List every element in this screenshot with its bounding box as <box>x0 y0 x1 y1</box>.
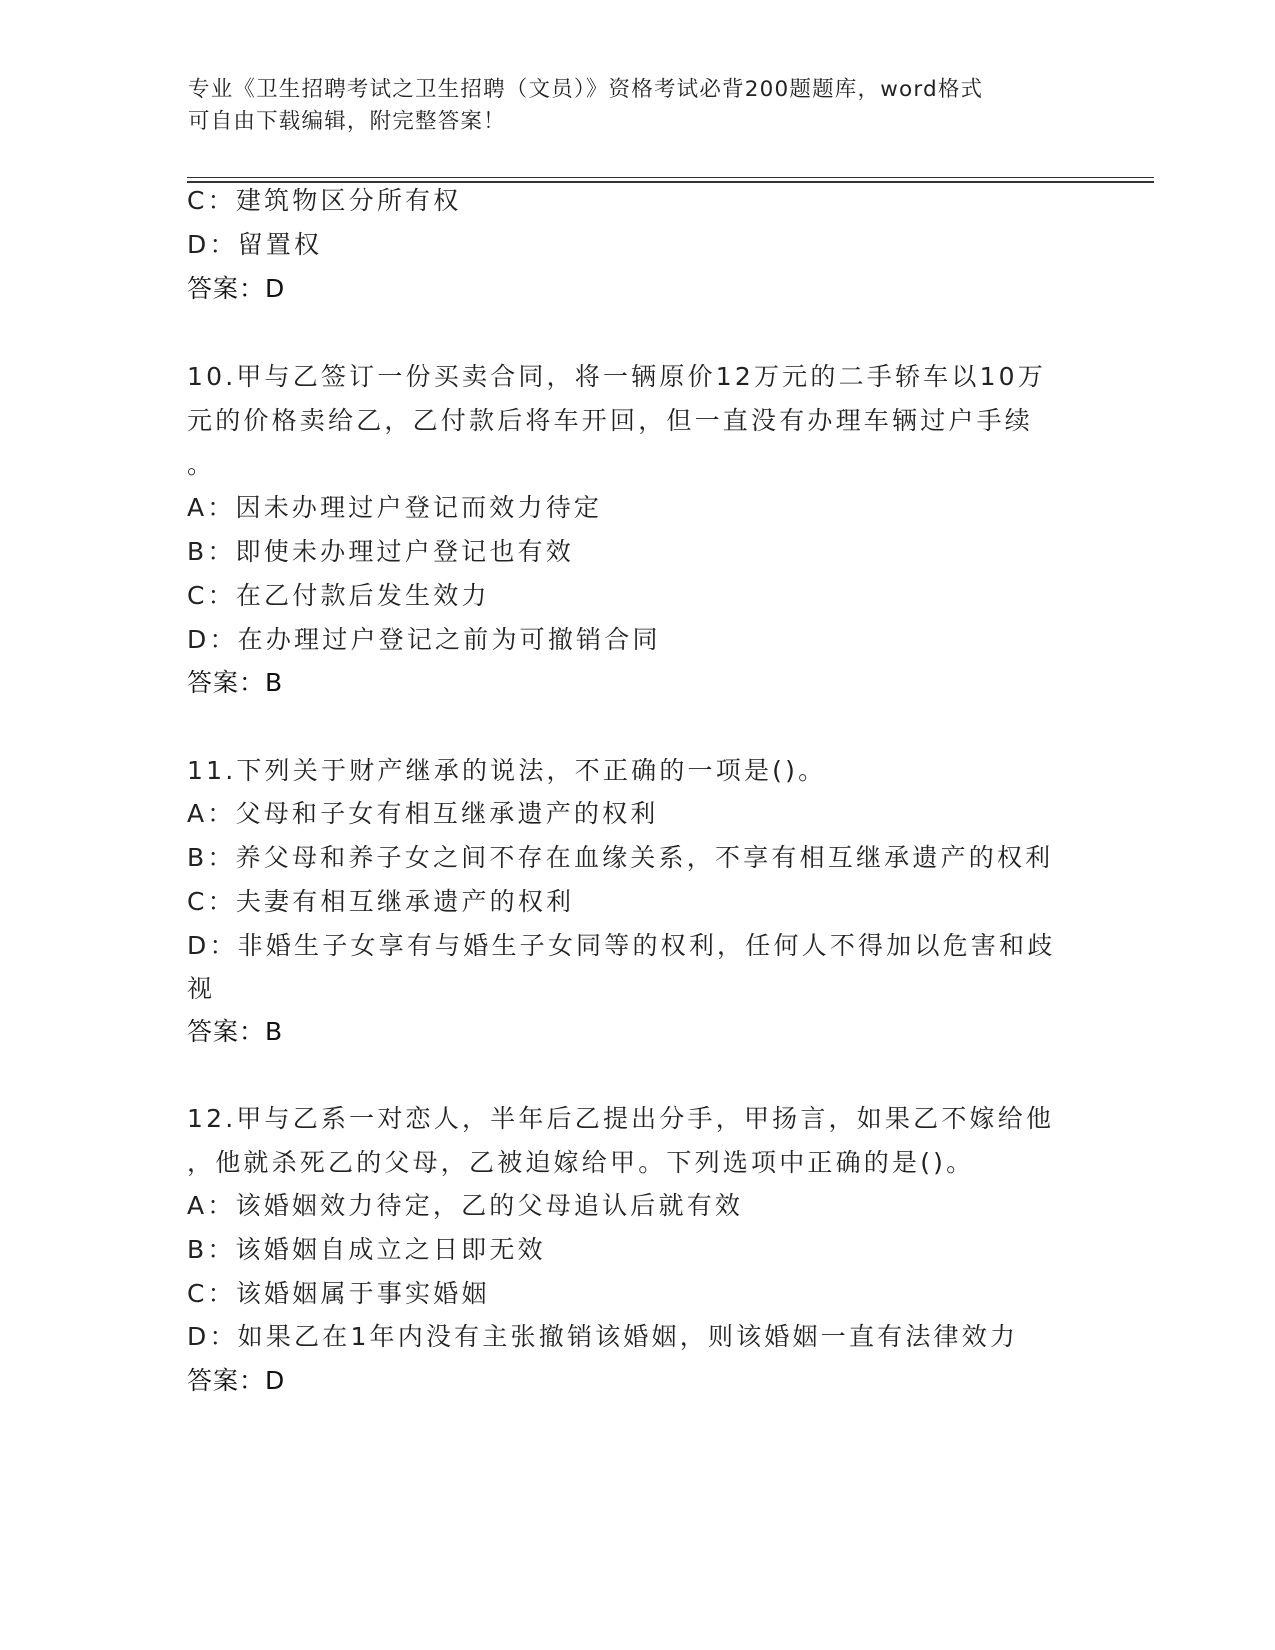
q11-option-c: C：夫妻有相互继承遗产的权利 <box>187 887 575 916</box>
header-title-line1: 专业《卫生招聘考试之卫生招聘（文员）》资格考试必背200题题库，word格式 <box>188 77 984 102</box>
q12-stem-line2: ，他就杀死乙的父母，乙被迫嫁给甲。下列选项中正确的是()。 <box>187 1148 975 1177</box>
q10-stem-line3: 。 <box>187 450 213 479</box>
document-header <box>188 74 1068 138</box>
header-title-line2: 可自由下载编辑，附完整答案！ <box>188 109 506 134</box>
header-divider-thin <box>187 177 1154 178</box>
q12-answer: 答案：D <box>187 1366 286 1395</box>
q10-option-a: A：因未办理过户登记而效力待定 <box>187 493 603 522</box>
q10-answer: 答案：B <box>187 668 284 697</box>
header-divider-thick <box>187 181 1154 183</box>
q12-option-b: B：该婚姻自成立之日即无效 <box>187 1235 546 1264</box>
q11-stem-line1: 11.下列关于财产继承的说法，不正确的一项是()。 <box>187 756 827 785</box>
q9-option-c: C：建筑物区分所有权 <box>187 186 462 215</box>
q12-stem-line1: 12.甲与乙系一对恋人，半年后乙提出分手，甲扬言，如果乙不嫁给他 <box>187 1104 1055 1133</box>
q11-option-d-line1: D：非婚生子女享有与婚生子女同等的权利，任何人不得加以危害和歧 <box>187 931 1056 960</box>
q9-answer: 答案：D <box>187 274 286 303</box>
q9-option-d: D：留置权 <box>187 230 323 259</box>
q10-option-b: B：即使未办理过户登记也有效 <box>187 537 574 566</box>
q12-option-c: C：该婚姻属于事实婚姻 <box>187 1279 490 1308</box>
q11-option-a: A：父母和子女有相互继承遗产的权利 <box>187 799 659 828</box>
q11-option-d-line2: 视 <box>187 974 216 1003</box>
q10-option-c: C：在乙付款后发生效力 <box>187 581 490 610</box>
q12-option-a: A：该婚姻效力待定，乙的父母追认后就有效 <box>187 1191 744 1220</box>
q12-option-d: D：如果乙在1年内没有主张撤销该婚姻，则该婚姻一直有法律效力 <box>187 1322 1019 1351</box>
q11-answer: 答案：B <box>187 1017 284 1046</box>
q10-stem-line2: 元的价格卖给乙，乙付款后将车开回，但一直没有办理车辆过户手续 <box>187 406 1034 435</box>
q10-option-d: D：在办理过户登记之前为可撤销合同 <box>187 625 661 654</box>
q10-stem-line1: 10.甲与乙签订一份买卖合同，将一辆原价12万元的二手轿车以10万 <box>187 362 1046 391</box>
q11-option-b: B：养父母和养子女之间不存在血缘关系，不享有相互继承遗产的权利 <box>187 843 1054 872</box>
